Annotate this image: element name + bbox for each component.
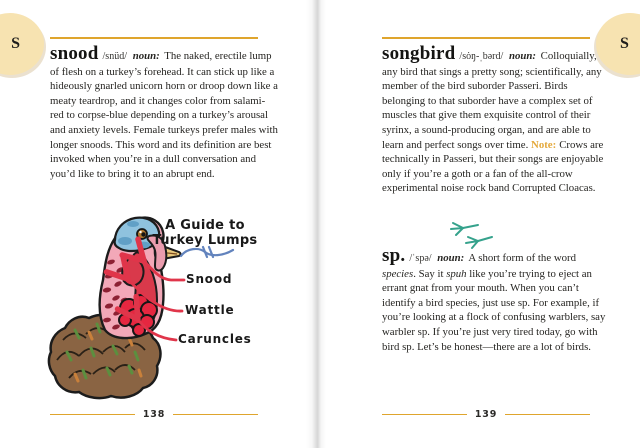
footer-line bbox=[173, 414, 258, 416]
turkey-figure bbox=[45, 210, 290, 404]
squiggle-underline-icon bbox=[181, 247, 233, 257]
right-page bbox=[320, 0, 640, 448]
definition-text: Colloquially, any bird that sings a pretty song; scientifically, any member of the bird suborder Passeri. Birds belonging to that suborder have a complex set of muscles that give them exquisite control of their syrinx, a sound-producing organ, and are able to learn and perfect songs over time. bbox=[382, 50, 602, 151]
label-wattle: Wattle bbox=[185, 303, 235, 317]
label-snood: Snood bbox=[186, 272, 233, 286]
top-rule-right bbox=[382, 37, 590, 39]
note-text: Crows are technically in Passeri, but their songs are enjoyable only if you’re a goth or a fan of the all-crow experimental noise rock band Corrupted Cloacas. bbox=[382, 138, 604, 195]
entry-snood bbox=[50, 43, 278, 181]
figure-title-line2: Turkey Lumps bbox=[152, 233, 258, 248]
part-of-speech: noun: bbox=[437, 252, 465, 264]
entry-sp bbox=[382, 245, 610, 354]
page-number-left: 138 bbox=[142, 409, 166, 420]
headword-songbird: songbird bbox=[382, 43, 456, 64]
pronunciation: /ˈspə/ bbox=[409, 253, 432, 264]
label-caruncles: Caruncles bbox=[178, 332, 252, 346]
definition-text: The naked, erectile lump of flesh on a turkey’s forehead. It can stick up like a hideously gnarled unicorn horn or droop down like a meaty teardrop, and it changes color from salami-red to corpse-blue depending on a turkey’s arousal and anxiety levels. Female turkeys prefer males with longer snoods. This word and its definition are best invoked when you’re in a dull conversation and you’d like to bring it to an abrupt end. bbox=[50, 50, 278, 180]
footer-line bbox=[50, 414, 135, 416]
figure-title-line1: A Guide to bbox=[165, 218, 245, 233]
definition-text: A short form of the word species. Say it spuh like you’re trying to eject an errant gnat from your mouth. When you can’t identify a bird species, just use sp. For example, if you’re looking at a flock of confusing warblers, say warbler sp. If you’re just very tired today, go with bird sp. Let’s be honest—there are a lot of birds. bbox=[382, 252, 606, 353]
pronunciation: /sȯŋ-ˌbərd/ bbox=[459, 51, 504, 62]
headword-sp: sp. bbox=[382, 245, 406, 266]
pronunciation: /snüd/ bbox=[102, 51, 127, 62]
part-of-speech: noun: bbox=[132, 50, 160, 62]
figure-title bbox=[143, 218, 267, 248]
left-page-footer bbox=[50, 409, 258, 420]
headword-snood: snood bbox=[50, 43, 99, 64]
thumb-tab-letter: S bbox=[620, 35, 629, 52]
footer-line bbox=[505, 414, 590, 416]
part-of-speech: noun: bbox=[508, 50, 536, 62]
footer-line bbox=[382, 414, 467, 416]
page-number-right: 139 bbox=[474, 409, 498, 420]
entry-songbird bbox=[382, 43, 610, 196]
top-rule-left bbox=[50, 37, 258, 39]
right-page-footer bbox=[382, 409, 590, 420]
thumb-tab-letter: S bbox=[11, 35, 20, 52]
turkey-wattle bbox=[122, 258, 143, 286]
note-label: Note: bbox=[531, 138, 557, 151]
bird-footprints-icon bbox=[448, 218, 500, 252]
